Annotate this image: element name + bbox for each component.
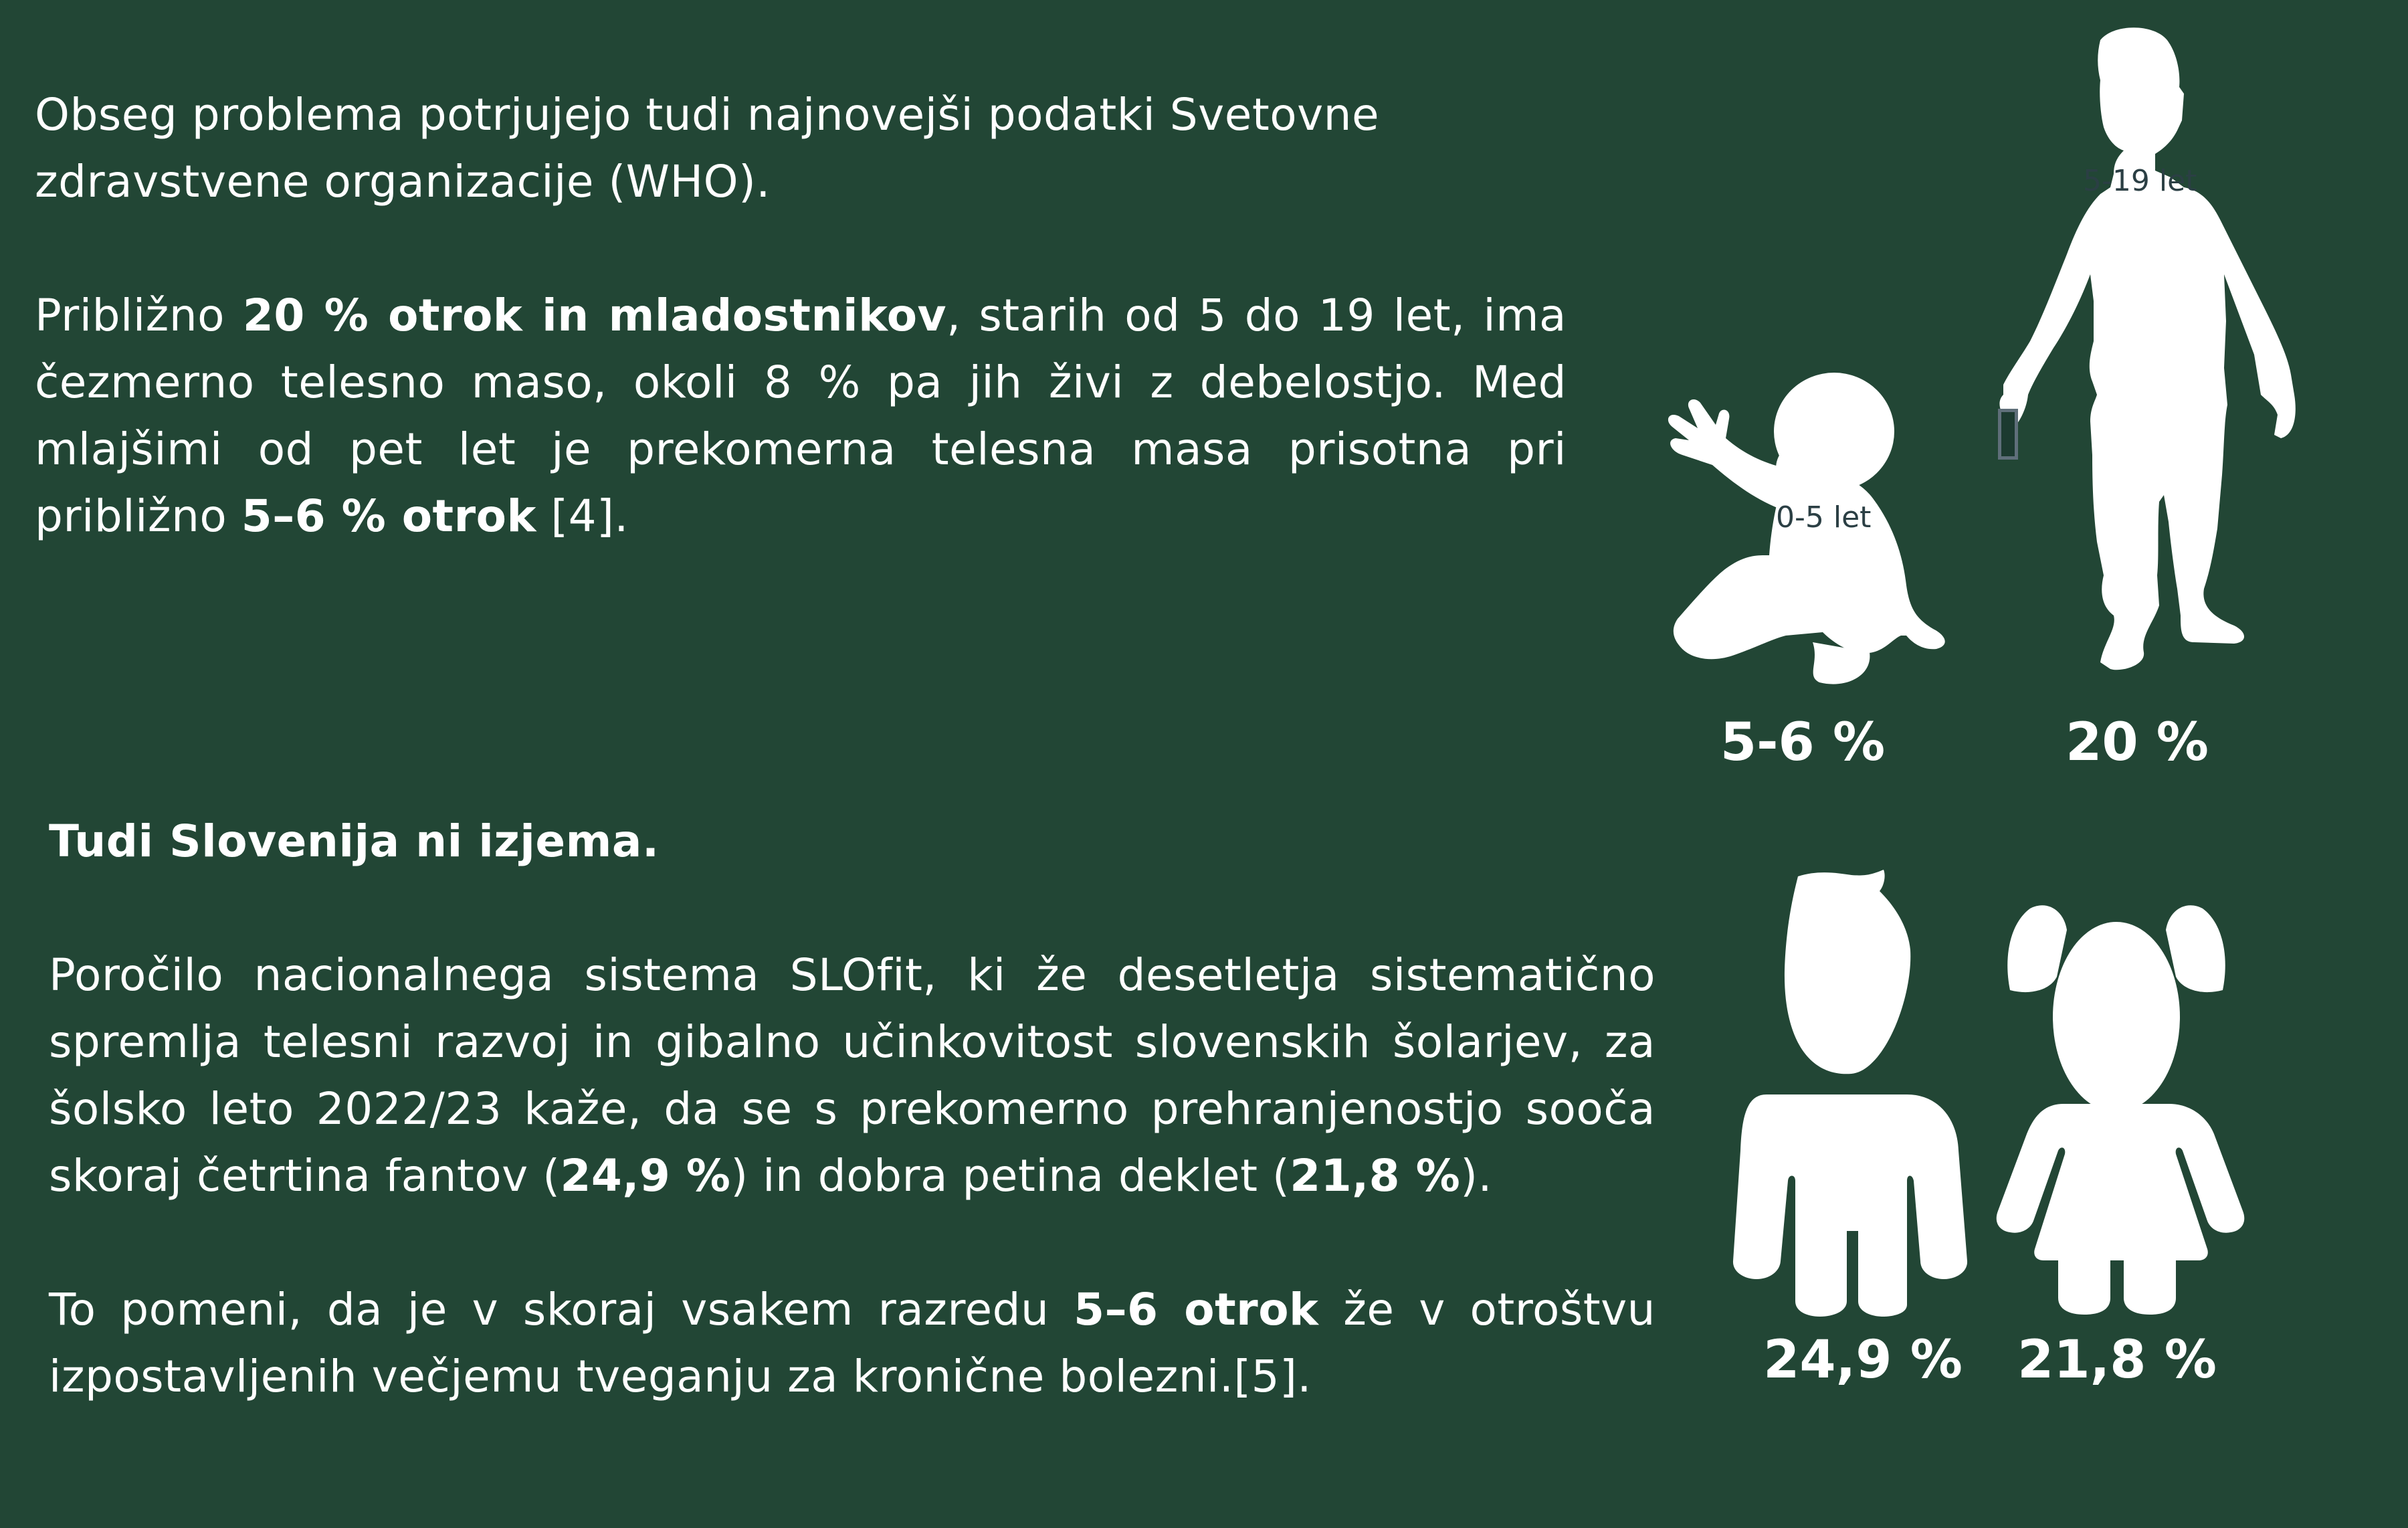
text-run: , starih od 5 do 19 let, ima čezmerno telesno maso, okoli 8 % pa jih živi z debelostjo. Med mlajšimi od pet let je prekomerna telesna masa prisotna pri približno	[35, 290, 1567, 542]
text-cursor-box	[1998, 409, 2018, 460]
text-run: že v otroštvu izpostavljenih večjemu tveganju za kronične bolezni.[5].	[49, 1284, 1656, 1402]
text-run: ).	[1460, 1150, 1492, 1202]
text-run: Poročilo nacionalnega sistema SLOfit, ki že desetletja sistematično spremlja telesni razvoj in gibalno učinkovitost slovenskih šolarjev, za šolsko leto 2022/23 kaže, da se s prekomerno prehranjenostjo sooča skoraj četrtina fantov (	[49, 949, 1656, 1202]
highlight-boys-percent: 24,9 %	[560, 1150, 731, 1202]
stat-boys-percent: 24,9 %	[1763, 1330, 1963, 1390]
stat-5-6-percent: 5-6 %	[1720, 712, 1886, 773]
age-label-5-19: 5-19 let	[2083, 164, 2197, 198]
who-stats-paragraph	[35, 282, 1567, 550]
boy-icon	[1731, 870, 1975, 1315]
highlight-20-percent: 20 % otrok in mladostnikov	[242, 290, 947, 341]
text-run: [4].	[536, 490, 629, 542]
highlight-girls-percent: 21,8 %	[1290, 1150, 1461, 1202]
slovenia-text-block	[49, 808, 1656, 1410]
highlight-5-6-percent: 5–6 % otrok	[241, 490, 536, 542]
stat-20-percent: 20 %	[2066, 712, 2209, 773]
text-run: ) in dobra petina deklet (	[730, 1150, 1290, 1202]
conclusion-paragraph	[49, 1276, 1656, 1410]
text-run: To pomeni, da je v skoraj vsakem razredu	[49, 1284, 1074, 1335]
highlight-5-6-children: 5–6 otrok	[1074, 1284, 1319, 1335]
age-label-0-5: 0-5 let	[1776, 500, 1872, 535]
text-run: Približno	[35, 290, 243, 341]
who-text-block	[35, 82, 1567, 550]
intro-paragraph: Obseg problema potrjujejo tudi najnovejši podatki Svetovne zdravstvene organizacije (WHO).	[35, 89, 1380, 207]
girl-icon	[1990, 883, 2244, 1315]
slofit-paragraph	[49, 942, 1656, 1210]
section-heading: Tudi Slovenija ni izjema.	[49, 816, 660, 867]
child-silhouette-icon	[1980, 20, 2288, 682]
stat-girls-percent: 21,8 %	[2017, 1330, 2217, 1390]
